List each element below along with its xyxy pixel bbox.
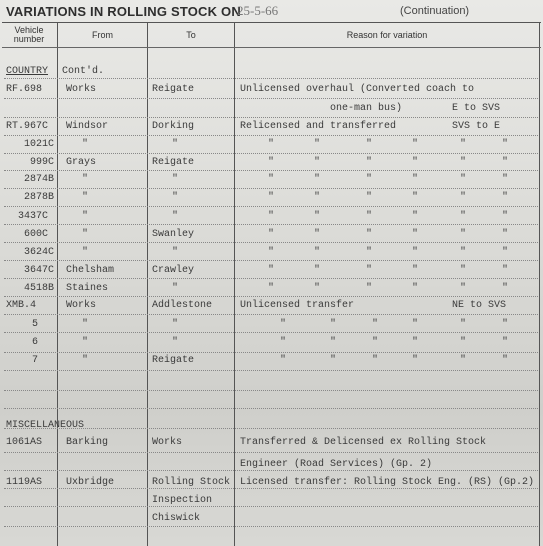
ditto-mark: " xyxy=(502,337,509,348)
ditto-mark: " xyxy=(82,247,89,258)
ditto-mark: " xyxy=(82,319,89,330)
to-location: Swanley xyxy=(152,229,195,240)
ditto-mark: " xyxy=(82,192,89,203)
ditto-mark: " xyxy=(172,319,179,330)
column-header-reason: Reason for variation xyxy=(346,30,428,40)
ditto-mark: " xyxy=(460,211,467,222)
ditto-mark: " xyxy=(502,192,509,203)
row-separator xyxy=(4,452,538,453)
ditto-mark: " xyxy=(366,139,373,150)
row-separator xyxy=(4,153,538,154)
column-header-from: From xyxy=(92,30,113,40)
ditto-mark: " xyxy=(460,355,467,366)
row-separator xyxy=(4,390,538,391)
ditto-mark: " xyxy=(412,229,419,240)
vehicle-number: 3624C xyxy=(24,247,55,258)
ditto-mark: " xyxy=(502,283,509,294)
ditto-mark: " xyxy=(280,355,287,366)
ditto-mark: " xyxy=(372,355,379,366)
ditto-mark: " xyxy=(314,283,321,294)
ditto-mark: " xyxy=(280,319,287,330)
ditto-mark: " xyxy=(314,211,321,222)
ditto-mark: " xyxy=(314,157,321,168)
ditto-mark: " xyxy=(172,174,179,185)
ditto-mark: " xyxy=(280,337,287,348)
page-title: VARIATIONS IN ROLLING STOCK ON xyxy=(6,4,241,19)
reason-text: Licensed transfer: Rolling Stock Eng. (RS) (Gp.2) xyxy=(240,477,535,488)
ditto-mark: " xyxy=(412,174,419,185)
row-separator xyxy=(4,278,538,279)
ditto-mark: " xyxy=(460,157,467,168)
row-separator xyxy=(4,170,538,171)
ditto-mark: " xyxy=(172,283,179,294)
ditto-mark: " xyxy=(412,211,419,222)
to-location: Dorking xyxy=(152,121,195,132)
ditto-mark: " xyxy=(268,211,275,222)
vehicle-number: 2874B xyxy=(24,174,55,185)
vehicle-number: 3437C xyxy=(18,211,49,222)
ditto-mark: " xyxy=(460,337,467,348)
row-separator xyxy=(4,188,538,189)
ditto-mark: " xyxy=(172,211,179,222)
ditto-mark: " xyxy=(372,337,379,348)
ditto-mark: " xyxy=(172,192,179,203)
vehicle-number: 7 xyxy=(32,355,39,366)
row-separator xyxy=(4,506,538,507)
ditto-mark: " xyxy=(366,265,373,276)
from-location: Works xyxy=(66,84,97,95)
ditto-mark: " xyxy=(366,157,373,168)
ditto-mark: " xyxy=(460,265,467,276)
row-separator xyxy=(4,352,538,353)
row-separator xyxy=(4,296,538,297)
row-separator xyxy=(4,370,538,371)
ditto-mark: " xyxy=(268,157,275,168)
row-separator xyxy=(4,98,538,99)
ditto-mark: " xyxy=(268,247,275,258)
ditto-mark: " xyxy=(268,229,275,240)
ditto-mark: " xyxy=(502,174,509,185)
ditto-mark: " xyxy=(366,283,373,294)
ditto-mark: " xyxy=(314,139,321,150)
reason-extra: SVS to E xyxy=(452,121,501,132)
ditto-mark: " xyxy=(82,211,89,222)
ditto-mark: " xyxy=(366,174,373,185)
ditto-mark: " xyxy=(330,319,337,330)
from-location: Windsor xyxy=(66,121,109,132)
from-location: Works xyxy=(66,300,97,311)
column-divider xyxy=(147,22,148,546)
reason-extra: E to SVS xyxy=(452,103,501,114)
row-separator xyxy=(4,242,538,243)
to-location: Addlestone xyxy=(152,300,213,311)
to-location: Reigate xyxy=(152,157,195,168)
to-location: Rolling Stock xyxy=(152,477,231,488)
vehicle-number: RT.967C xyxy=(6,121,49,132)
row-separator xyxy=(4,260,538,261)
row-separator xyxy=(4,224,538,225)
row-separator xyxy=(4,135,538,136)
vehicle-number: 6 xyxy=(32,337,39,348)
reason-text: one-man bus) xyxy=(330,103,403,114)
vehicle-number: 1119AS xyxy=(6,477,43,488)
ditto-mark: " xyxy=(460,229,467,240)
to-location: Reigate xyxy=(152,84,195,95)
ditto-mark: " xyxy=(412,355,419,366)
vehicle-number: 999C xyxy=(30,157,55,168)
ditto-mark: " xyxy=(372,319,379,330)
ditto-mark: " xyxy=(412,283,419,294)
reason-text: Transferred & Delicensed ex Rolling Stock xyxy=(240,437,487,448)
continuation-label: (Continuation) xyxy=(400,5,470,17)
ditto-mark: " xyxy=(366,229,373,240)
from-location: Grays xyxy=(66,157,97,168)
ditto-mark: " xyxy=(314,247,321,258)
ditto-mark: " xyxy=(268,174,275,185)
ditto-mark: " xyxy=(412,247,419,258)
ditto-mark: " xyxy=(412,157,419,168)
ditto-mark: " xyxy=(268,283,275,294)
ditto-mark: " xyxy=(172,247,179,258)
from-location: Barking xyxy=(66,437,109,448)
vehicle-number: 1021C xyxy=(24,139,55,150)
vehicle-number: 1061AS xyxy=(6,437,43,448)
reason-text: Unlicensed transfer xyxy=(240,300,355,311)
ditto-mark: " xyxy=(460,139,467,150)
reason-text: Relicensed and transferred xyxy=(240,121,397,132)
ditto-mark: " xyxy=(366,247,373,258)
to-location: Inspection xyxy=(152,495,213,506)
ditto-mark: " xyxy=(268,265,275,276)
vehicle-number: 5 xyxy=(32,319,39,330)
ditto-mark: " xyxy=(82,139,89,150)
to-location: Crawley xyxy=(152,265,195,276)
ditto-mark: " xyxy=(502,211,509,222)
ditto-mark: " xyxy=(82,174,89,185)
ditto-mark: " xyxy=(460,192,467,203)
reason-text: Engineer (Road Services) (Gp. 2) xyxy=(240,459,433,470)
from-location: Staines xyxy=(66,283,109,294)
reason-text: Unlicensed overhaul (Converted coach to xyxy=(240,84,475,95)
section-label-contd: Cont'd. xyxy=(62,66,105,77)
vehicle-number: RF.698 xyxy=(6,84,43,95)
title-date: 25-5-66 xyxy=(237,3,279,18)
ditto-mark: " xyxy=(82,337,89,348)
ditto-mark: " xyxy=(314,265,321,276)
ditto-mark: " xyxy=(412,139,419,150)
column-divider xyxy=(234,22,235,546)
ditto-mark: " xyxy=(330,355,337,366)
vehicle-number: XMB.4 xyxy=(6,300,37,311)
ditto-mark: " xyxy=(268,192,275,203)
ditto-mark: " xyxy=(366,192,373,203)
row-separator xyxy=(4,206,538,207)
section-label-country: COUNTRY xyxy=(6,66,49,77)
row-separator xyxy=(4,470,538,471)
to-location: Chiswick xyxy=(152,513,201,524)
title-bar xyxy=(0,0,543,22)
ditto-mark: " xyxy=(82,355,89,366)
ditto-mark: " xyxy=(172,337,179,348)
row-separator xyxy=(4,488,538,489)
ditto-mark: " xyxy=(412,337,419,348)
header-divider xyxy=(2,47,541,48)
to-location: Works xyxy=(152,437,183,448)
column-divider xyxy=(57,22,58,546)
column-header-vehicle: Vehicle number xyxy=(13,25,45,44)
row-separator xyxy=(4,408,538,409)
ditto-mark: " xyxy=(502,157,509,168)
row-separator xyxy=(4,314,538,315)
row-separator xyxy=(4,332,538,333)
from-location: Uxbridge xyxy=(66,477,115,488)
column-header-to: To xyxy=(186,30,196,40)
ditto-mark: " xyxy=(460,319,467,330)
vehicle-number: 4518B xyxy=(24,283,55,294)
ditto-mark: " xyxy=(460,174,467,185)
ditto-mark: " xyxy=(82,229,89,240)
row-separator xyxy=(4,117,538,118)
to-location: Reigate xyxy=(152,355,195,366)
ditto-mark: " xyxy=(502,139,509,150)
ditto-mark: " xyxy=(412,319,419,330)
ditto-mark: " xyxy=(268,139,275,150)
section-label-misc: MISCELLANEOUS xyxy=(6,420,85,431)
ditto-mark: " xyxy=(172,139,179,150)
ditto-mark: " xyxy=(460,247,467,258)
ditto-mark: " xyxy=(502,247,509,258)
ditto-mark: " xyxy=(366,211,373,222)
vehicle-number: 600C xyxy=(24,229,49,240)
ditto-mark: " xyxy=(314,174,321,185)
ditto-mark: " xyxy=(412,265,419,276)
row-separator xyxy=(4,428,538,429)
row-separator xyxy=(4,78,538,79)
vehicle-number: 2878B xyxy=(24,192,55,203)
ditto-mark: " xyxy=(314,192,321,203)
vehicle-number: 3647C xyxy=(24,265,55,276)
ditto-mark: " xyxy=(314,229,321,240)
reason-extra: NE to SVS xyxy=(452,300,507,311)
from-location: Chelsham xyxy=(66,265,115,276)
ditto-mark: " xyxy=(502,355,509,366)
ditto-mark: " xyxy=(502,319,509,330)
ditto-mark: " xyxy=(330,337,337,348)
ditto-mark: " xyxy=(412,192,419,203)
ditto-mark: " xyxy=(502,229,509,240)
row-separator xyxy=(4,526,538,527)
ditto-mark: " xyxy=(460,283,467,294)
ditto-mark: " xyxy=(502,265,509,276)
column-divider xyxy=(539,22,540,546)
